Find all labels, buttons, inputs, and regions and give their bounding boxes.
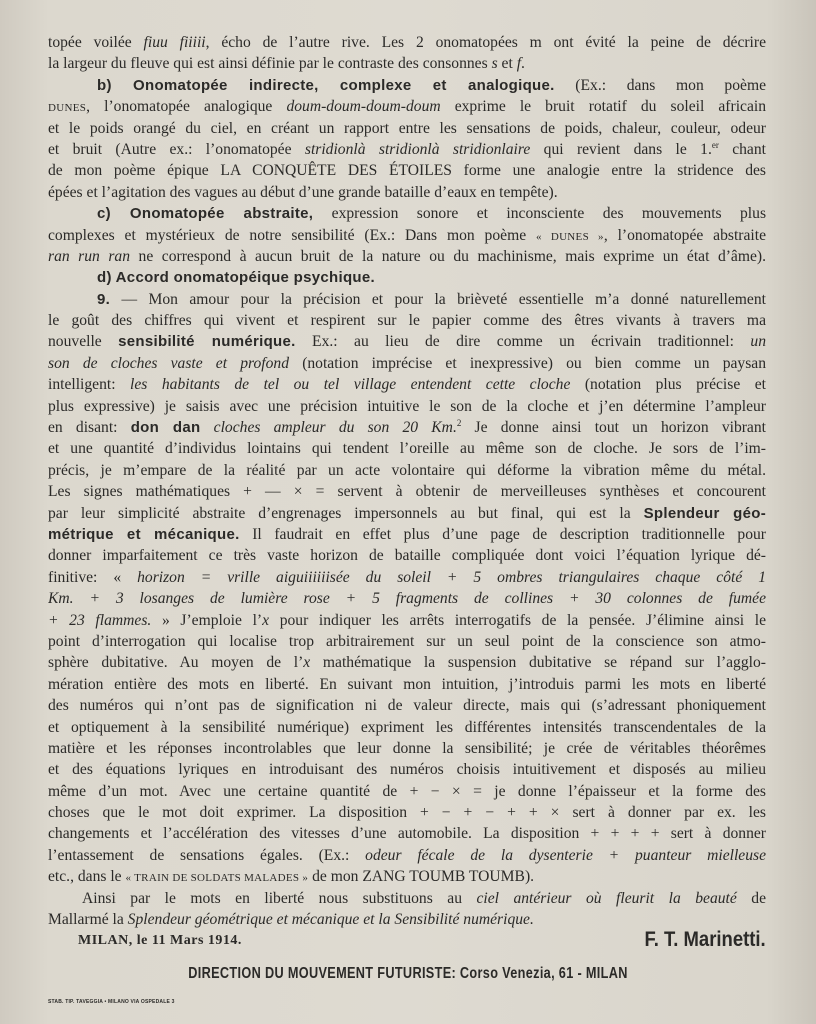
text-run: — Mon amour pour la précision et pour la brièveté essentielle m’a donné naturellement [110, 290, 766, 308]
text-line [48, 481, 766, 502]
text-run: Je donne ainsi tout un horizon vibrant [461, 419, 766, 437]
text-line [48, 759, 766, 780]
text-line [48, 53, 766, 74]
text-line [48, 289, 766, 310]
italic-text: + 23 flammes. [48, 611, 152, 629]
signature: F. T. Marinetti. [644, 928, 766, 951]
text-run: de mon ZANG TOUMB TOUMB). [308, 868, 535, 886]
text-run: Ex.: au lieu de dire comme un écrivain traditionnel: [295, 333, 751, 351]
text-run: changements et l’accélération des vitesses d’une automobile. La disposition + + + + sert à donner [48, 825, 766, 843]
italic-text: un [750, 333, 766, 351]
text-line [48, 96, 766, 117]
text-line [48, 75, 766, 96]
italic-text: ciel antérieur où fleurit la beauté [476, 889, 737, 907]
italic-text: les habitants de tel ou tel village entendent cette cloche [130, 376, 571, 394]
superscript: er [711, 139, 719, 150]
text-line [48, 225, 766, 246]
text-line [48, 139, 766, 160]
text-line [48, 460, 766, 481]
text-line [48, 203, 766, 224]
text-line [48, 438, 766, 459]
text-run: mathématique la suspension dubitative se répand sur l’agglo- [310, 654, 766, 672]
text-line [48, 802, 766, 823]
text-run: même d’un mot. Avec une certaine quantité de + − × = je donne l’épaisseur et la forme des [48, 782, 766, 800]
text-line [48, 182, 766, 203]
bold-text: d) Accord onomatopéique psychique. [97, 269, 376, 287]
text-line [48, 118, 766, 139]
italic-text: Km. + 3 losanges de lumière rose + 5 fragments de collines + 30 colonnes de fumée [48, 590, 766, 608]
small-caps-text: DUNES [48, 102, 87, 115]
text-run: sphère dubitative. Au moyen de l’ [48, 654, 304, 672]
text-line [48, 567, 766, 588]
text-run: et des équations lyriques en introduisant des numéros choisis intuitivement et disposés au milieu [48, 761, 766, 779]
italic-text: son de cloches vaste et profond [48, 354, 290, 372]
italic-text: x [262, 611, 270, 629]
text-run: et une quantité d’individus lointains qui tendent l’oreille au même son de cloche. Je sors de l’im- [48, 440, 766, 458]
text-run: » J’emploie l’ [151, 611, 263, 629]
printer-imprint: STAB. TIP. TAVEGGIA • MILANO VIA OSPEDALE 3 [48, 999, 175, 1005]
text-run: des numéros qui n’ont pas de signification ni de valeur directe, mais qui (s’adressant phoniquement [48, 697, 766, 715]
text-line [48, 524, 766, 545]
text-run: chant [718, 140, 766, 158]
text-line [48, 674, 766, 695]
bold-text: 9. [97, 290, 111, 308]
text-run: pour indiquer les arrêts interrogatifs de la pensée. J’élimine ainsi le [269, 611, 766, 629]
text-line [48, 610, 766, 631]
italic-text: fiuu fiiiii [143, 34, 206, 51]
bold-text: c) Onomatopée abstraite, [97, 205, 314, 223]
italic-text: cloches ampleur du son 20 Km. [213, 419, 457, 437]
italic-text: s [491, 55, 498, 73]
text-run: expression sonore et inconsciente des mouvements plus [313, 205, 766, 223]
text-run: matière et les réponses incontrolables que leur donne la sensibilité; je crée de véritables théorêmes [48, 739, 766, 757]
text-run: choses que le mot doit exprimer. La disposition + − + − + + × sert à donner par ex. les [48, 804, 766, 822]
text-line [48, 374, 766, 395]
text-run: exprime le bruit rotatif du soleil africain [440, 98, 766, 116]
text-run: Ainsi par le mots en liberté nous substituons au [82, 889, 477, 907]
italic-text: stridionlà stridionlà stridionlaire [304, 140, 531, 158]
text-run: plus expressive) je saisis avec une précision intuitive le son de la cloche et j’en détermine l’ampleur [48, 397, 766, 415]
text-run: complexes et mystérieux de notre sensibilité (Ex.: Dans mon poème [48, 226, 536, 244]
text-run: l’entassement de sensations égales. (Ex.: [48, 846, 366, 864]
text-line [48, 160, 766, 181]
italic-text: horizon = vrille aiguiiiiiisée du soleil + 5 ombres triangulaires chaque côté 1 [137, 568, 766, 586]
text-run: précis, je m’empare de la réalité par un acte volontaire qui déforme la vibration même du métal. [48, 461, 766, 479]
text-line [48, 866, 766, 887]
text-run: topée voilée [48, 34, 144, 51]
text-run: et le poids orangé du ciel, en créant un rapport entre les sensations de poids, chaleur, couleur, odeur [48, 119, 766, 137]
text-run: (Ex.: dans mon poème [554, 76, 766, 94]
text-line [48, 32, 766, 53]
bold-text: métrique et mécanique. [48, 525, 240, 543]
text-run: Mallarmé la [48, 911, 128, 929]
text-line [48, 631, 766, 652]
manifesto-body [48, 32, 766, 930]
text-run: et bruit (Autre ex.: l’onomatopée [48, 140, 305, 158]
text-line [48, 503, 766, 524]
text-run: par leur simplicité abstraite d’engrenages impersonnels au but final, qui est la [48, 504, 644, 522]
text-run: , l’onomatopée abstraite [603, 226, 766, 244]
italic-text: x [303, 654, 311, 672]
text-run: point d’interrogation qui localise trop arbitrairement sur un seul point de la conscience son atmo- [48, 632, 766, 650]
text-line [48, 695, 766, 716]
text-line [48, 738, 766, 759]
text-run: de [736, 889, 766, 907]
italic-text: ran run ran [48, 247, 131, 265]
text-run: en disant: [48, 419, 131, 437]
small-caps-text: « DUNES » [536, 230, 604, 243]
text-run: mération entière des mots en liberté. En suivant mon intuition, j’introduis parmi les mots en liberté [48, 675, 766, 693]
bold-text: don dan [130, 419, 201, 437]
text-run: donner imparfaitement ce très vaste horizon de bataille compliquée dont voici l’équation lyrique dé- [48, 547, 766, 565]
text-run: épées et l’agitation des vagues au début d’une grande bataille d’eaux en tempête). [48, 183, 558, 201]
italic-text: Splendeur géométrique et mécanique et la Sensibilité numérique. [127, 911, 534, 929]
text-line [48, 545, 766, 566]
text-run: finitive: « [48, 568, 138, 586]
text-line [48, 781, 766, 802]
text-line [48, 331, 766, 352]
text-run: Les signes mathématiques + — × = servent à obtenir de merveilleuses synthèses et concourent [48, 483, 766, 501]
dateline: MILAN, le 11 Mars 1914. [78, 933, 242, 948]
text-line [48, 267, 766, 288]
text-run: nouvelle [48, 333, 119, 351]
text-run: et [497, 55, 517, 73]
text-line [48, 353, 766, 374]
text-line [48, 588, 766, 609]
bold-text: b) Onomatopée indirecte, complexe et analogique. [97, 76, 555, 94]
superscript: 2 [456, 417, 462, 428]
text-run: , écho de l’autre rive. Les 2 onomatopées m ont évité la peine de décrire [205, 34, 766, 51]
text-line [48, 396, 766, 417]
text-run: qui revient dans le 1. [530, 140, 712, 158]
text-run: , l’onomatopée analogique [86, 98, 287, 116]
text-run: (notation imprécise et inexpressive) ou bien comme un paysan [289, 354, 766, 372]
small-caps-text: « TRAIN DE SOLDATS MALADES » [125, 872, 309, 885]
italic-text: f [516, 55, 522, 73]
text-run: et optiquement à la sensibilité numérique) expriment les différentes intensités transcendentales de la [48, 718, 766, 736]
text-line [48, 310, 766, 331]
italic-text: doum-doum-doum-doum [286, 98, 441, 116]
text-line [48, 845, 766, 866]
text-run: etc., dans le [48, 868, 126, 886]
italic-text: odeur fécale de la dysenterie + puanteur mielleuse [365, 846, 766, 864]
text-run: (notation plus précise et [570, 376, 766, 394]
bold-text: sensibilité numérique. [118, 333, 296, 351]
text-run: intelligent: [48, 376, 131, 394]
text-run: . [521, 55, 525, 73]
text-line [48, 823, 766, 844]
text-line [48, 652, 766, 673]
text-run [200, 419, 213, 436]
text-line [48, 417, 766, 438]
text-run: de mon poème épique LA CONQUÊTE DES ÉTOILES forme une analogie entre la stridence des [48, 162, 766, 180]
text-line [48, 888, 766, 909]
text-run: ne correspond à aucun bruit de la nature ou du machinisme, mais exprime un état d’âme). [130, 247, 766, 265]
publisher-address: DIRECTION DU MOUVEMENT FUTURISTE: Corso Venezia, 61 - MILAN [188, 965, 628, 982]
text-run: la largeur du fleuve qui est ainsi définie par le contraste des consonnes [48, 55, 492, 73]
text-run: Il faudrait en effet plus d’une page de description traditionnelle pour [239, 525, 766, 543]
text-line [48, 246, 766, 267]
bold-text: Splendeur géo- [643, 504, 766, 522]
text-run: le goût des chiffres qui vivent et respirent sur le papier comme des êtres vivants à travers ma [48, 312, 766, 330]
text-line [48, 717, 766, 738]
